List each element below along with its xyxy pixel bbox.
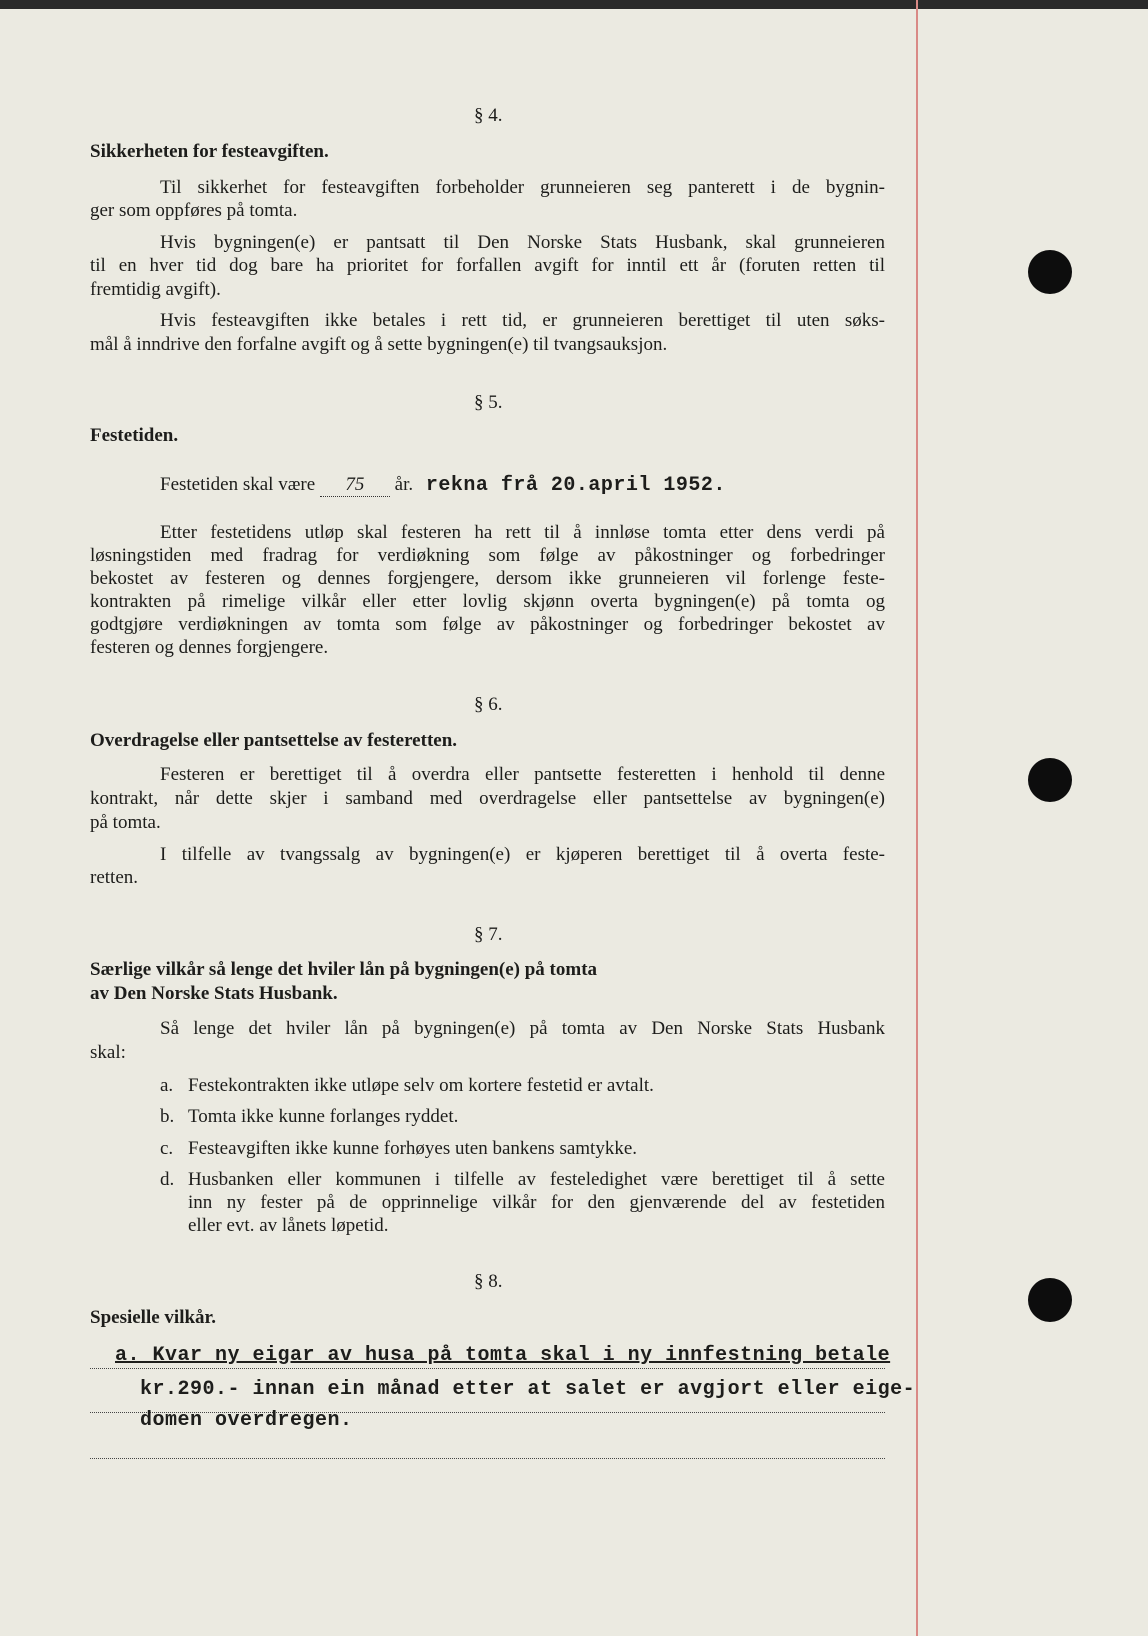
dotted-fill-line	[90, 1458, 885, 1459]
paragraph-line: Festeren er berettiget til å overdra eller pantsette festeretten i henhold til denne	[160, 764, 885, 785]
paragraph-line: til en hver tid dog bare ha prioritet for forfallen avgift for inntil ett år (foruten retten til	[90, 255, 885, 276]
list-item: Festekontrakten ikke utløpe selv om kortere festetid er avtalt.	[188, 1075, 654, 1096]
list-item: Husbanken eller kommunen i tilfelle av festeledighet være berettiget til å sette	[188, 1169, 885, 1190]
paragraph-line: Til sikkerhet for festeavgiften forbeholder grunneieren seg panterett i de bygnin-	[160, 177, 885, 198]
term-typed-text: rekna frå 20.april 1952.	[425, 474, 726, 497]
paragraph-line: I tilfelle av tvangssalg av bygningen(e) er kjøperen berettiget til å overta feste-	[160, 844, 885, 865]
paragraph-line: bekostet av festeren og dennes forgjengere, dersom ikke grunneieren vil forlenge feste-	[90, 568, 885, 589]
section-5-number: § 5.	[474, 392, 503, 413]
section-7-heading: Særlige vilkår så lenge det hviler lån på bygningen(e) på tomta	[90, 959, 598, 980]
scan-top-edge	[0, 0, 1148, 9]
list-letter: c.	[160, 1138, 174, 1159]
paragraph-line: kontrakt, når dette skjer i samband med overdragelse eller pantsettelse av bygningen(e)	[90, 788, 885, 809]
section-7-number: § 7.	[474, 924, 503, 945]
paragraph-line: Hvis festeavgiften ikke betales i rett tid, er grunneieren berettiget til uten søks-	[160, 310, 885, 331]
list-item: Festeavgiften ikke kunne forhøyes uten bankens samtykke.	[188, 1138, 638, 1159]
punch-hole	[1028, 250, 1072, 294]
list-item: Tomta ikke kunne forlanges ryddet.	[188, 1106, 459, 1127]
paragraph-line: løsningstiden med fradrag for verdiøkning som følge av påkostninger og forbedringer	[90, 545, 885, 566]
section-6-number: § 6.	[474, 694, 503, 715]
term-years-field: 75	[320, 474, 390, 497]
punch-hole	[1028, 758, 1072, 802]
term-unit: år.	[394, 474, 414, 495]
paragraph-line: festeren og dennes forgjengere.	[90, 637, 329, 658]
list-letter: a.	[160, 1075, 174, 1096]
section-4-number: § 4.	[474, 105, 503, 126]
section-6-heading: Overdragelse eller pantsettelse av festeretten.	[90, 730, 458, 751]
section-8-number: § 8.	[474, 1271, 503, 1292]
paragraph-line: retten.	[90, 867, 139, 888]
section-7-heading: av Den Norske Stats Husbank.	[90, 983, 338, 1004]
list-item: eller evt. av lånets løpetid.	[188, 1215, 389, 1236]
section-4-heading: Sikkerheten for festeavgiften.	[90, 141, 329, 162]
paragraph-line: Så lenge det hviler lån på bygningen(e) på tomta av Den Norske Stats Husbank	[160, 1018, 885, 1039]
list-item: inn ny fester på de opprinnelige vilkår for den gjenværende del av festetiden	[188, 1192, 885, 1213]
section-8-heading: Spesielle vilkår.	[90, 1307, 216, 1328]
red-margin-line	[916, 0, 918, 1636]
typed-condition-line: a. Kvar ny eigar av husa på tomta skal i ny innfestning betale	[115, 1344, 891, 1367]
paragraph-line: Hvis bygningen(e) er pantsatt til Den Norske Stats Husbank, skal grunneieren	[160, 232, 885, 253]
paragraph-line: fremtidig avgift).	[90, 279, 221, 300]
typed-condition-line: domen overdregen.	[140, 1409, 353, 1432]
paragraph-line: på tomta.	[90, 812, 161, 833]
paragraph-line: mål å inndrive den forfalne avgift og å sette bygningen(e) til tvangsauksjon.	[90, 334, 668, 355]
term-prefix: Festetiden skal være	[160, 474, 316, 495]
section-5-heading: Festetiden.	[90, 425, 179, 446]
dotted-fill-line	[90, 1368, 885, 1369]
paragraph-line: skal:	[90, 1042, 126, 1063]
paragraph-line: Etter festetidens utløp skal festeren ha rett til å innløse tomta etter dens verdi på	[160, 522, 885, 543]
punch-hole	[1028, 1278, 1072, 1322]
paragraph-line: godtgjøre verdiøkningen av tomta som følge av påkostninger og forbedringer bekostet av	[90, 614, 885, 635]
paragraph-line: ger som oppføres på tomta.	[90, 200, 298, 221]
list-letter: d.	[160, 1169, 175, 1190]
list-letter: b.	[160, 1106, 175, 1127]
term-line	[160, 474, 726, 497]
paragraph-line: kontrakten på rimelige vilkår eller etter lovlig skjønn overta bygningen(e) på tomta og	[90, 591, 885, 612]
typed-condition-line: kr.290.- innan ein månad etter at salet er avgjort eller eige-	[140, 1378, 916, 1401]
